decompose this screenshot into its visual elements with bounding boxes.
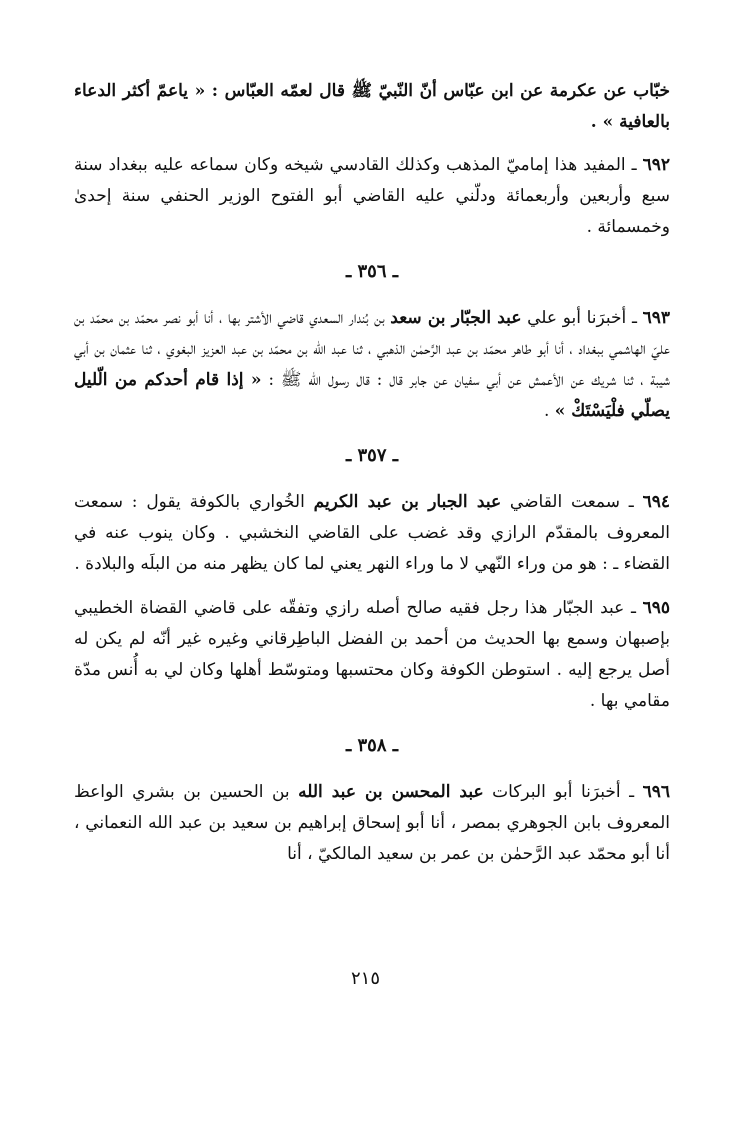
entry-text: ـ المفيد هذا إماميّ المذهب وكذلك القادسي شيخه وكان سماعه عليه ببغداد سنة سبع وأربعين وأربعمائة ودلّني عليه القاضي أبو الفتوح الوزير الحنفي سنة إحدىٰ وخمسمائة . [74,155,670,237]
entry-text: بن الحسين بن بشري الواعظ المعروف بابن الجوهري بمصر ، أنا أبو إسحاق إبراهيم بن سعيد بن عبد الله النعماني ، أنا أبو محمّد عبد الرَّحمٰن بن عمر بن سعيد المالكيّ ، أنا [74,782,670,864]
entry-number: ٦٩٤ [642,492,670,512]
entry-text: ـ أخبرَنا أبو البركات [483,782,643,802]
entry-number: ٦٩٢ [642,155,670,175]
section-number-358: ـ ٣٥٨ ـ [345,735,399,756]
section-number-357: ـ ٣٥٧ ـ [345,445,399,466]
narrator-name: عبد الجبار بن عبد الكريم [313,492,502,512]
entry-text: خبّاب عن عكرمة عن ابن عبّاس أنّ النّبيّ ﷺ قال لعمّه العبّاس : « ياعمّ أكثر الدعاء بالعافية » . [74,81,670,132]
entry-number: ٦٩٣ [642,308,670,328]
entry-continuation [74,76,670,138]
entry-text: ـ أخبرَنا أبو علي [521,308,643,328]
hadith-text: « إذا قام أحدكم من الّليل يصلّي فلْيَسْتَكْ » [74,370,670,421]
entry-694 [74,487,670,580]
entry-text: ـ عبد الجبّار هذا رجل فقيه صالح أصله رازي وتفقّه على قاضي القضاة الخطيبي بإصبهان وسمع بها الحديث من أحمد بن الفضل الباطِرقاني وغيره غير أنّه لم يكن له أصل يرجع إليه . استوطن الكوفة وكان محتسبها ومتوسّط أهلها وكان لي به أُنس مدّة مقامي بها . [74,598,670,711]
entry-number: ٦٩٦ [642,782,670,802]
entry-696 [74,777,670,870]
page-number: ٢١٥ [350,968,380,989]
entry-text: بن بُندار السعدي قاضي الأشتر بها ، أنا أبو نصر محمّد بن محمّد بن عليّ الهاشمي ببغداد ، أنا أبو طاهر محمّد بن عبد الرَّحمٰن الذهبي ، ثنا عبد الله بن محمّد بن عبد العزيز البغوي ، ثنا عثمان بن أبي شيبة ، ثنا شريك عن الأعمش عن أبي سفيان عن جابر قال : قال رسول الله ﷺ : [74,308,670,390]
section-number-356: ـ ٣٥٦ ـ [345,261,399,282]
page-body [74,76,670,883]
entry-text: ـ سمعت القاضي [501,492,643,512]
entry-number: ٦٩٥ [642,598,670,618]
narrator-name: عبد المحسن بن عبد الله [298,782,484,802]
entry-695 [74,593,670,717]
entry-692 [74,150,670,243]
narrator-name: عبد الجبّار بن سعد [390,308,522,328]
entry-text: الخُواري بالكوفة يقول : سمعت المعروف بالمقدّم الرازي وقد غضب على القاضي النخشبي . وكان ينوب عنه في القضاء ـ : هو من وراء النّهي لا ما وراء النهر يعني لما كان يظهر منه من البلَه والبلادة . [74,492,670,574]
entry-693 [74,303,670,427]
entry-text: . [543,401,555,421]
